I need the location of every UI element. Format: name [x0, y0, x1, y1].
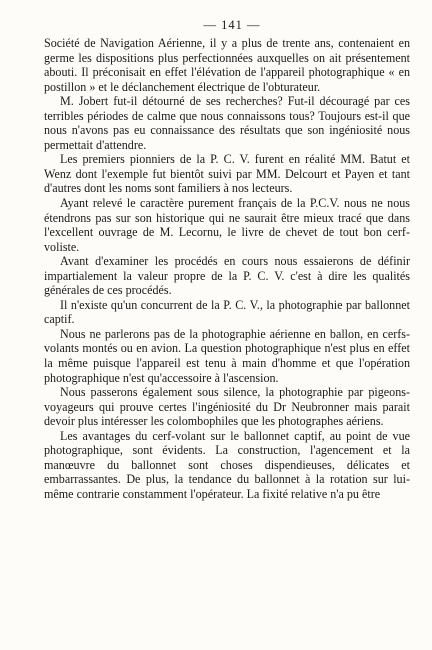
paragraph: Les avantages du cerf-volant sur le ballonnet captif, au point de vue photographique, sont évidents. La construction, l'agencement et la manœuvre du ballonnet sont choses dispendieuses, délicates et embarrassantes. De plus, la tendance du ballonnet à la rotation sur lui-même contrarie constamment l'opérateur. La fixité relative n'a pu être	[44, 428, 410, 501]
paragraph: Nous ne parlerons pas de la photographie aérienne en ballon, en cerfs-volants montés ou en avion. La question photographique n'est plus en effet la même puisque l'appareil est tenu à main d'homme et que l'opération photographique n'est qu'accessoire à l'ascension.	[44, 326, 410, 385]
page-number: — 141 —	[203, 18, 261, 32]
paragraph: Ayant relevé le caractère purement français de la P.C.V. nous ne nous étendrons pas sur son historique qui ne saurait être mieux tracé que dans l'excellent ouvrage de M. Lecornu, le livre de chevet de tout bon cerf-voliste.	[44, 196, 410, 254]
paragraph: M. Jobert fut-il détourné de ses recherches? Fut-il découragé par ces terribles périodes de calme que nous connaissons tous? Toujours est-il que nous n'avons pas eu connaissance des résultats que son ingéniosité nous permettait d'attendre.	[44, 94, 410, 152]
paragraph: Société de Navigation Aérienne, il y a plus de trente ans, contenaient en germe les dispositions plus perfectionnées auxquelles on ait présentement abouti. Il préconisait en effet l'élévation de l'appareil photographique « en postillon » et le déclanchement électrique de l'obturateur.	[44, 36, 410, 94]
page-text	[44, 36, 410, 502]
paragraph: Les premiers pionniers de la P. C. V. furent en réalité MM. Batut et Wenz dont l'exemple fut bientôt suivi par MM. Delcourt et Payen et tant d'autres dont les noms sont familiers à nos lecteurs.	[44, 152, 410, 196]
paragraph: Il n'existe qu'un concurrent de la P. C. V., la photographie par ballonnet captif.	[44, 297, 410, 327]
paragraph: Nous passerons également sous silence, la photographie par pigeons-voyageurs qui prouve certes l'ingéniosité du Dr Neubronner mais parait devoir plus intéresser les colombophiles que les photographes aériens.	[44, 385, 410, 429]
paragraph: Avant d'examiner les procédés en cours nous essaierons de définir impartialement la valeur propre de la P. C. V. c'est à dire les qualités générales de ces procédés.	[44, 254, 410, 298]
